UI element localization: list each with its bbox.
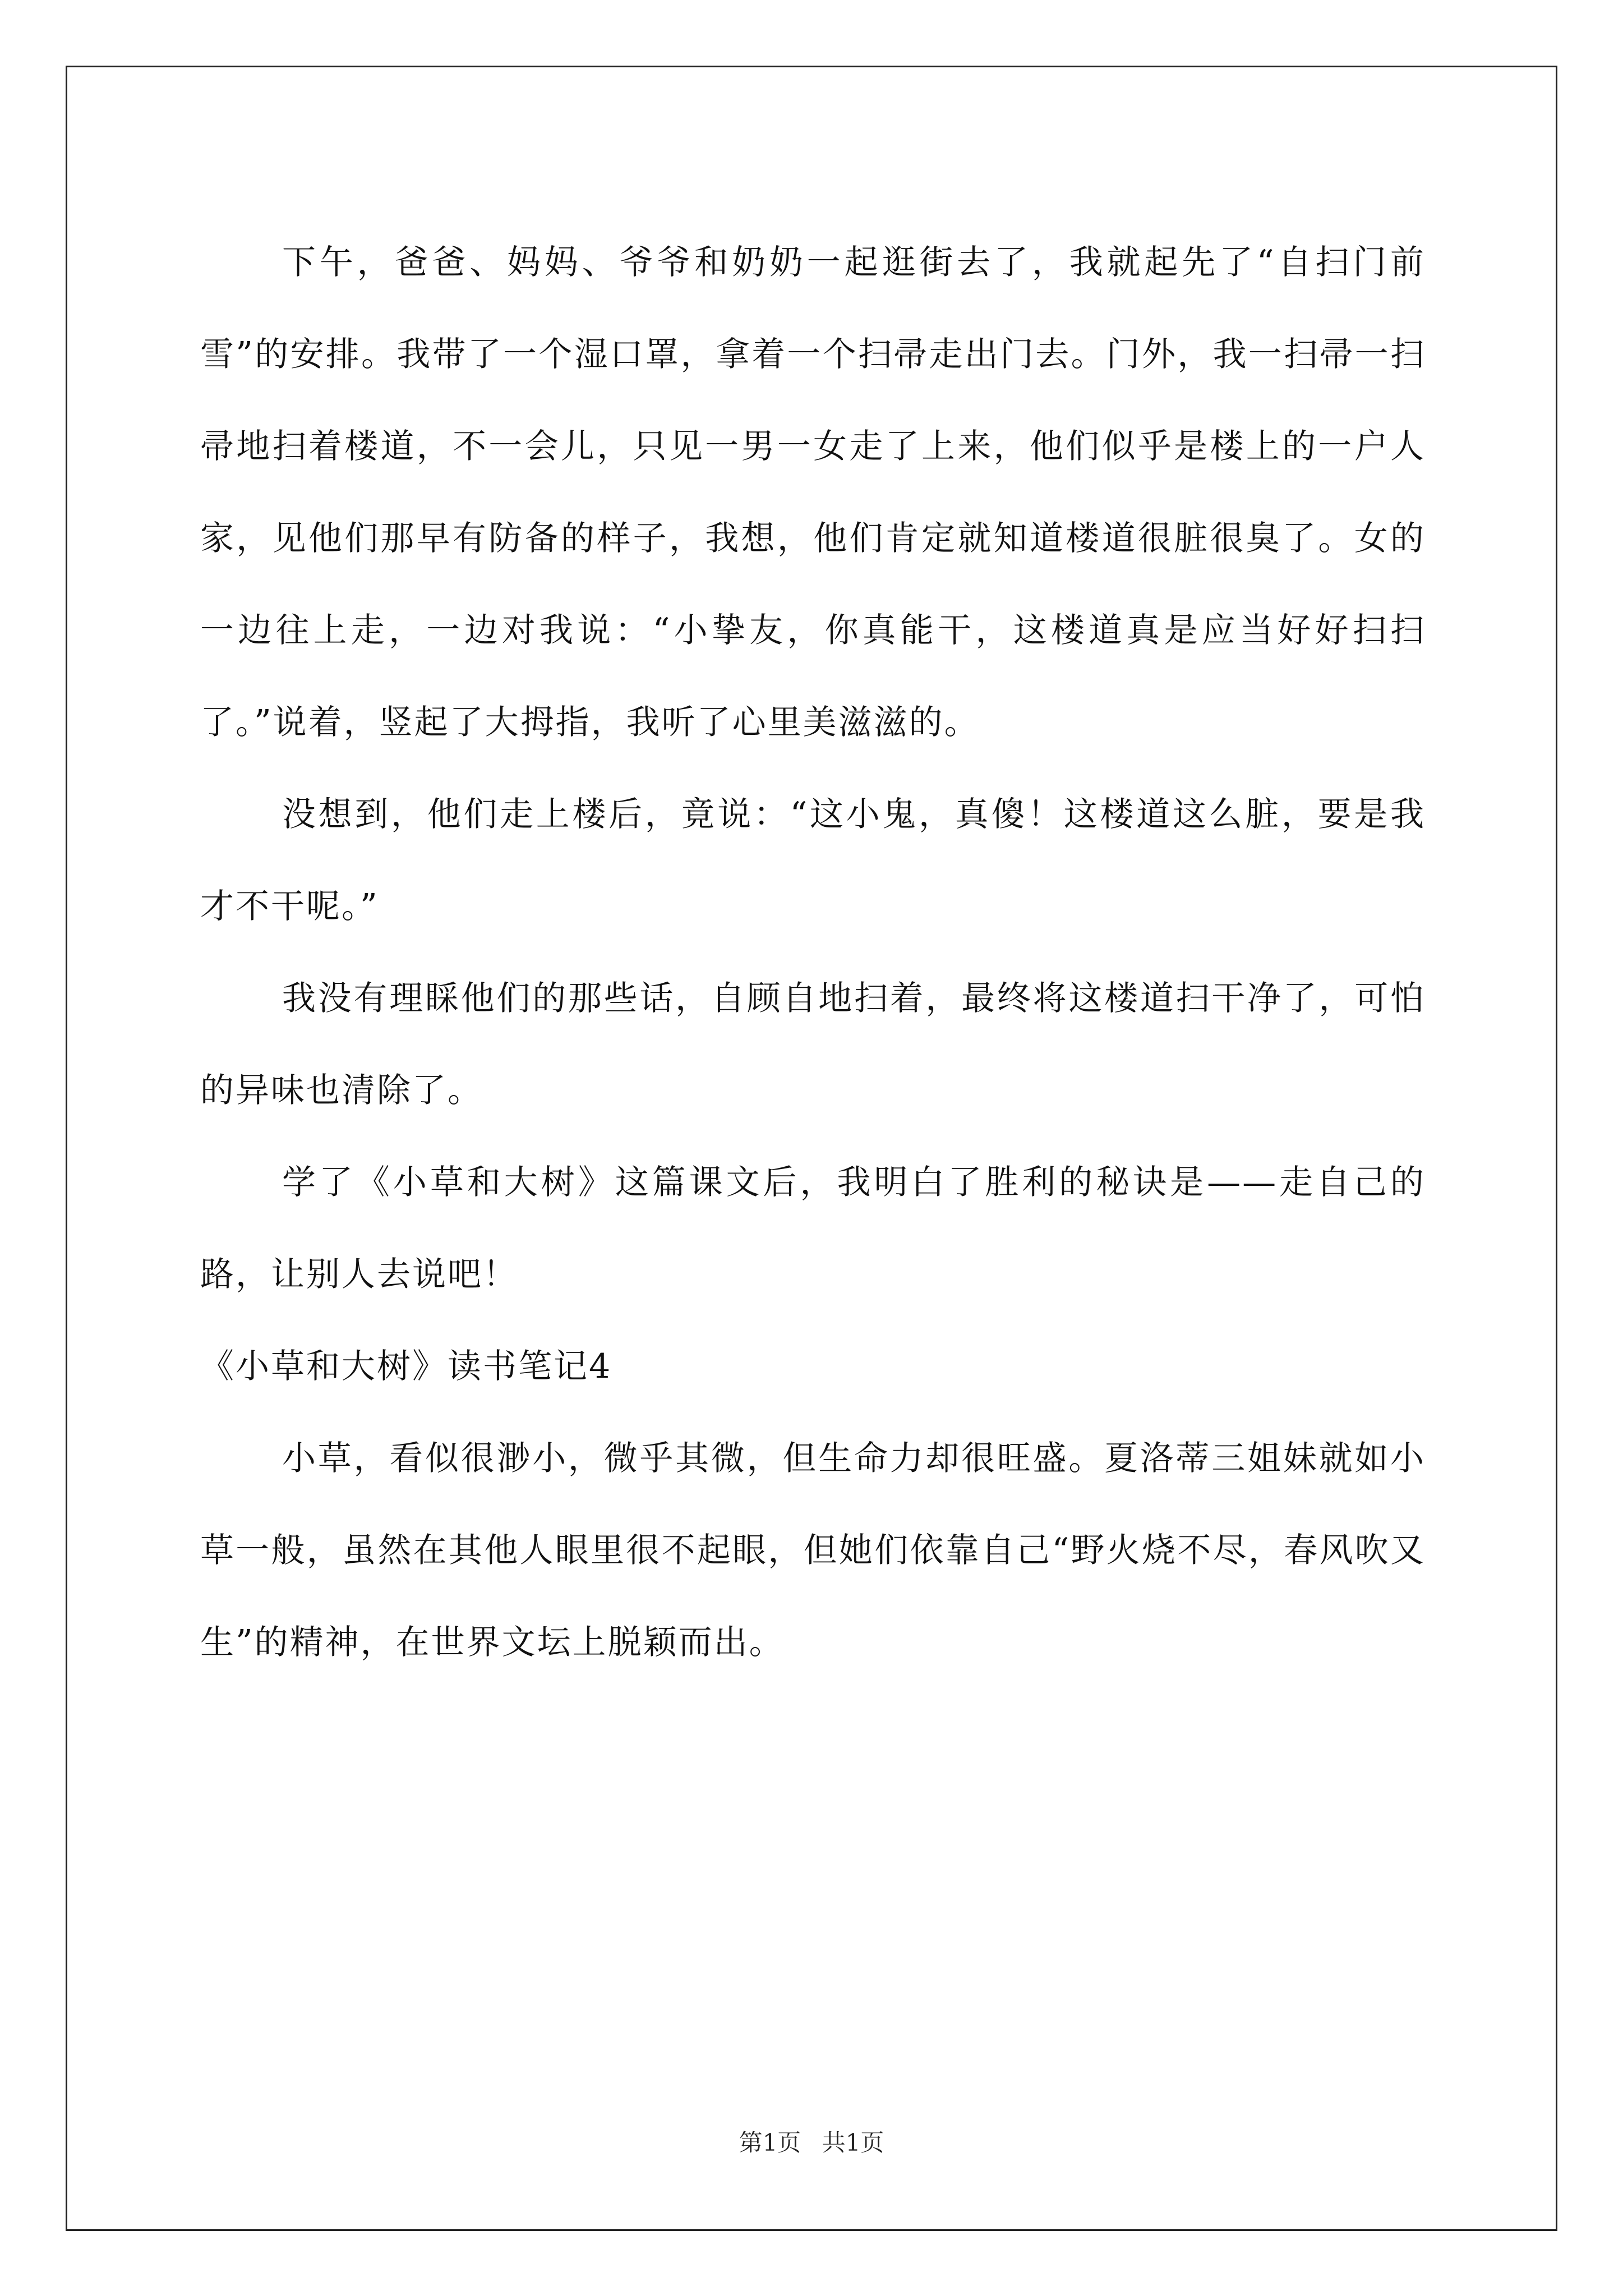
document-body — [200, 217, 1426, 1688]
paragraph-4: 学了《小草和大树》这篇课文后，我明白了胜利的秘诀是——走自己的路，让别人去说吧！ — [200, 1163, 1426, 1294]
page-footer — [0, 2126, 1623, 2160]
paragraph-1: 下午，爸爸、妈妈、爷爷和奶奶一起逛街去了，我就起先了“自扫门前雪”的安排。我带了一个湿口罩，拿着一个扫帚走出门去。门外，我一扫帚一扫帚地扫着楼道，不一会儿，只见一男一女走了上来，他们似乎是楼上的一户人家，见他们那早有防备的样子，我想，他们肯定就知道楼道很脏很臭了。女的一边往上走，一边对我说：“小挚友，你真能干，这楼道真是应当好好扫扫了。”说着，竖起了大拇指，我听了心里美滋滋的。 — [200, 243, 1426, 742]
page-number: 第1页 — [739, 2129, 801, 2156]
section-heading: 《小草和大树》读书笔记4 — [200, 1347, 612, 1386]
paragraph-5: 小草，看似很渺小，微乎其微，但生命力却很旺盛。夏洛蒂三姐妹就如小草一般，虽然在其他人眼里很不起眼，但她们依靠自己“野火烧不尽，春风吹又生”的精神，在世界文坛上脱颖而出。 — [200, 1439, 1426, 1662]
page-total: 共1页 — [822, 2129, 884, 2156]
paragraph-3: 我没有理睬他们的那些话，自顾自地扫着，最终将这楼道扫干净了，可怕的异味也清除了。 — [200, 979, 1426, 1110]
paragraph-2: 没想到，他们走上楼后，竟说：“这小鬼，真傻！这楼道这么脏，要是我才不干呢。” — [200, 795, 1426, 926]
